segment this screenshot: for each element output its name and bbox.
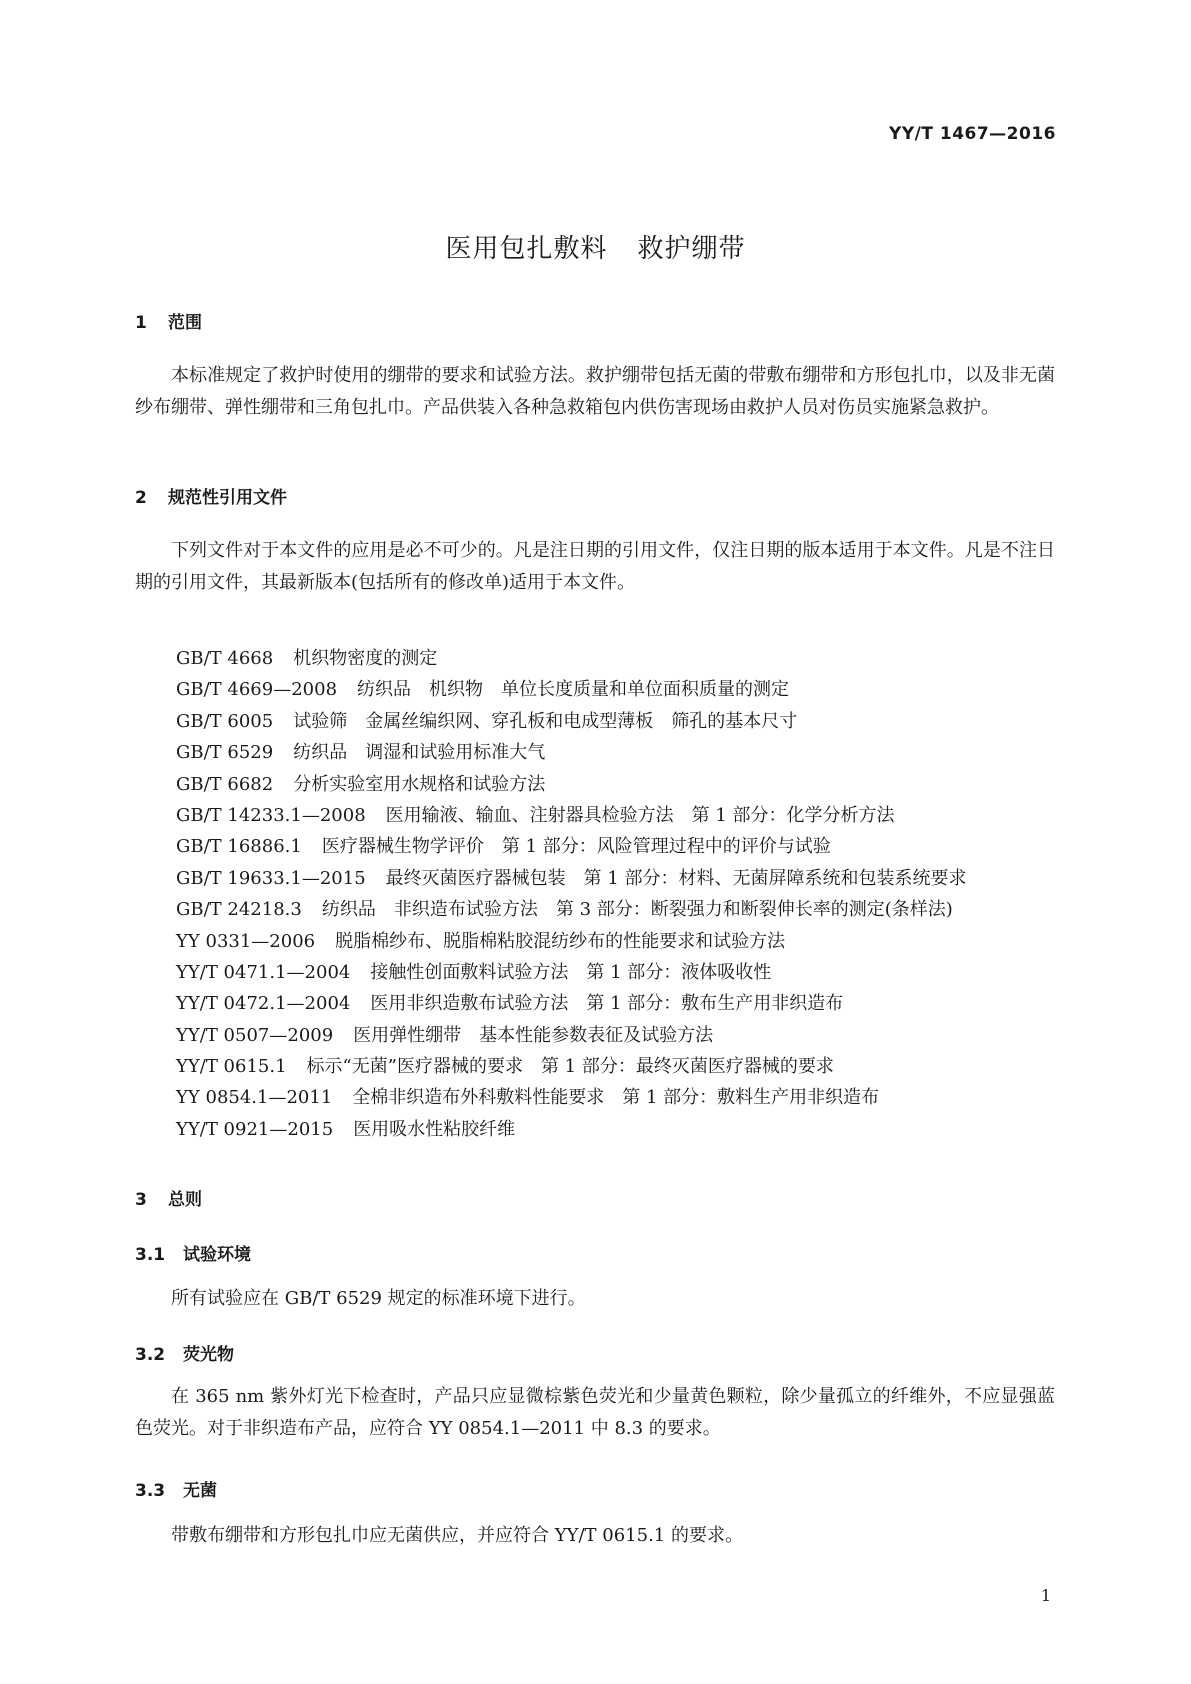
reference-title: 纺织品 机织物 单位长度质量和单位面积质量的测定 [357, 679, 790, 701]
subsection-title: 荧光物 [183, 1345, 234, 1365]
subsection-number: 3.2 [135, 1345, 166, 1365]
reference-item [176, 1114, 967, 1145]
reference-code: YY 0854.1—2011 [176, 1087, 333, 1109]
reference-item [176, 1051, 967, 1082]
reference-code: GB/T 19633.1—2015 [176, 867, 366, 889]
subsection-3-1-heading [135, 1240, 251, 1265]
reference-item [176, 800, 967, 831]
reference-code: GB/T 14233.1—2008 [176, 804, 366, 826]
reference-item [176, 737, 967, 768]
reference-code: GB/T 24218.3 [176, 899, 302, 921]
reference-code: YY/T 0471.1—2004 [176, 961, 351, 983]
reference-title: 医用非织造敷布试验方法 第 1 部分：敷布生产用非织造布 [370, 993, 844, 1015]
reference-title: 脱脂棉纱布、脱脂棉粘胶混纺纱布的性能要求和试验方法 [335, 930, 786, 952]
subsection-number: 3.1 [135, 1245, 166, 1265]
reference-code: GB/T 6529 [176, 742, 274, 764]
reference-item [176, 988, 967, 1019]
reference-item [176, 926, 967, 957]
section-2-heading [135, 483, 287, 508]
reference-title: 医用输液、输血、注射器具检验方法 第 1 部分：化学分析方法 [385, 804, 895, 826]
subsection-number: 3.3 [135, 1481, 166, 1501]
reference-code: GB/T 4669—2008 [176, 679, 338, 701]
reference-item [176, 1020, 967, 1051]
reference-title: 机织物密度的测定 [293, 648, 438, 669]
section-1-heading [135, 308, 202, 333]
reference-code: GB/T 6682 [176, 773, 274, 795]
reference-code: YY/T 0472.1—2004 [176, 993, 351, 1015]
reference-title: 分析实验室用水规格和试验方法 [293, 773, 546, 795]
reference-title: 最终灭菌医疗器械包装 第 1 部分：材料、无菌屏障系统和包装系统要求 [385, 867, 967, 889]
reference-code: GB/T 6005 [176, 710, 274, 732]
reference-item [176, 674, 967, 705]
reference-code: YY/T 0921—2015 [176, 1118, 334, 1140]
reference-code: GB/T 4668 [176, 648, 274, 669]
reference-item [176, 1082, 967, 1113]
reference-item [176, 831, 967, 862]
title-part-2: 救护绷带 [637, 234, 746, 264]
title-part-1: 医用包扎敷料 [445, 234, 608, 264]
section-3-heading [135, 1185, 202, 1210]
reference-item [176, 863, 967, 894]
section-title: 规范性引用文件 [168, 488, 287, 508]
reference-code: YY 0331—2006 [176, 930, 316, 952]
reference-title: 试验筛 金属丝编织网、穿孔板和电成型薄板 筛孔的基本尺寸 [293, 710, 798, 732]
section-title: 范围 [168, 313, 202, 333]
reference-item [176, 894, 967, 925]
reference-title: 纺织品 非织造布试验方法 第 3 部分：断裂强力和断裂伸长率的测定(条样法) [321, 899, 953, 921]
section-number: 1 [135, 313, 147, 333]
page-number: 1 [1040, 1586, 1051, 1605]
reference-list [176, 643, 967, 1145]
reference-title: 标示“无菌”医疗器械的要求 第 1 部分：最终灭菌医疗器械的要求 [306, 1056, 834, 1078]
subsection-title: 试验环境 [183, 1245, 251, 1265]
document-title [0, 228, 1191, 265]
reference-title: 医用弹性绷带 基本性能参数表征及试验方法 [353, 1024, 714, 1046]
test-environment-paragraph: 所有试验应在 GB/T 6529 规定的标准环境下进行。 [171, 1288, 586, 1309]
reference-title: 接触性创面敷料试验方法 第 1 部分：液体吸收性 [370, 961, 772, 983]
reference-title: 医疗器械生物学评价 第 1 部分：风险管理过程中的评价与试验 [321, 836, 831, 858]
reference-item [176, 957, 967, 988]
section-number: 2 [135, 488, 147, 508]
reference-title: 医用吸水性粘胶纤维 [353, 1118, 516, 1140]
section-number: 3 [135, 1190, 147, 1210]
standard-code: YY/T 1467—2016 [889, 124, 1056, 144]
subsection-3-3-heading [135, 1476, 217, 1501]
scope-paragraph: 本标准规定了救护时使用的绷带的要求和试验方法。救护绷带包括无菌的带敷布绷带和方形包扎巾，以及非无菌纱布绷带、弹性绷带和三角包扎巾。产品供装入各种急救箱包内供伤害现场由救护人员对伤员实施紧急救护。 [135, 365, 1055, 418]
section-title: 总则 [168, 1190, 202, 1210]
subsection-title: 无菌 [183, 1481, 217, 1501]
sterility-paragraph: 带敷布绷带和方形包扎巾应无菌供应，并应符合 YY/T 0615.1 的要求。 [171, 1525, 743, 1546]
reference-item [176, 643, 967, 674]
reference-title: 纺织品 调湿和试验用标准大气 [293, 742, 546, 764]
reference-title: 全棉非织造布外科敷料性能要求 第 1 部分：敷料生产用非织造布 [352, 1087, 880, 1109]
reference-code: YY/T 0615.1 [176, 1056, 287, 1078]
reference-item [176, 706, 967, 737]
fluorescence-paragraph: 在 365 nm 紫外灯光下检查时，产品只应显微棕紫色荧光和少量黄色颗粒，除少量孤立的纤维外，不应显强蓝色荧光。对于非织造布产品，应符合 YY 0854.1—2011 中 8.3 的要求。 [135, 1386, 1055, 1439]
reference-code: YY/T 0507—2009 [176, 1024, 334, 1046]
reference-code: GB/T 16886.1 [176, 836, 302, 858]
normative-intro-paragraph: 下列文件对于本文件的应用是必不可少的。凡是注日期的引用文件，仅注日期的版本适用于本文件。凡是不注日期的引用文件，其最新版本(包括所有的修改单)适用于本文件。 [135, 540, 1055, 593]
reference-item [176, 769, 967, 800]
subsection-3-2-heading [135, 1340, 234, 1365]
